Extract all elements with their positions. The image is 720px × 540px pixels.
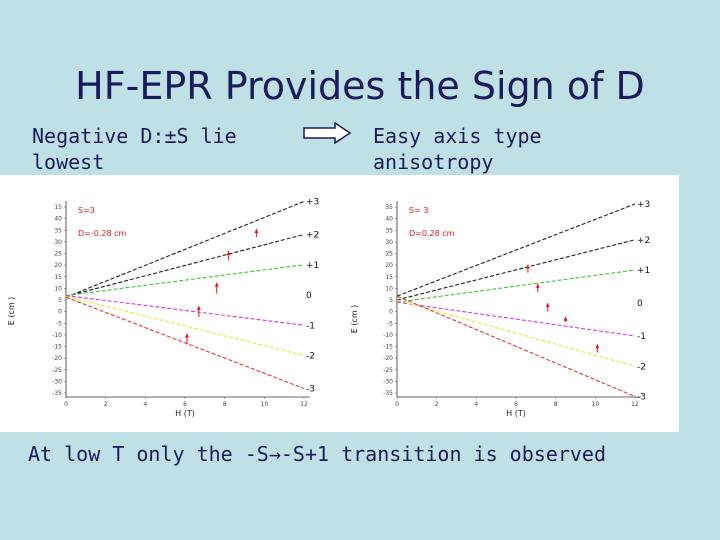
level-line-minus3 xyxy=(397,296,635,396)
x-tick-label: 10 xyxy=(260,401,269,408)
transition-arrowhead xyxy=(526,265,530,269)
energy-level-plot-positive-d xyxy=(345,175,679,432)
transition-arrowhead xyxy=(254,229,258,233)
x-tick-label: 2 xyxy=(103,401,108,408)
x-tick-label: 0 xyxy=(395,401,399,408)
level-label: +3 xyxy=(637,200,651,210)
level-label: +2 xyxy=(637,235,651,246)
y-tick-label: 5 xyxy=(58,297,62,304)
x-tick-label: 12 xyxy=(300,401,308,408)
low-temperature-caption xyxy=(28,442,708,466)
level-line-plus3 xyxy=(397,204,635,296)
zfs-annotation: D=0.28 cm xyxy=(409,229,455,238)
zfs-annotation: D=-0.28 cm xyxy=(78,229,127,238)
y-tick-label: 25 xyxy=(54,250,62,258)
level-label: +1 xyxy=(306,260,320,271)
y-tick-label: -10 xyxy=(52,331,62,339)
y-tick-label: 30 xyxy=(385,238,393,246)
y-tick-label: 35 xyxy=(385,204,393,211)
y-tick-label: -25 xyxy=(383,366,393,374)
y-tick-label: -20 xyxy=(52,355,62,363)
caption-prefix: At low T only the -S xyxy=(28,442,269,466)
easy-axis-text: Easy axis type anisotropy xyxy=(373,124,542,174)
level-label: -2 xyxy=(306,351,315,362)
y-tick-label: 15 xyxy=(385,273,393,281)
x-tick-label: 8 xyxy=(553,401,558,408)
transition-arrowhead xyxy=(185,334,189,338)
level-line-plus3 xyxy=(66,202,304,298)
level-line-minus1 xyxy=(397,302,635,336)
y-tick-label: 40 xyxy=(54,215,62,223)
x-axis-label: H (T) xyxy=(506,409,526,418)
transition-arrowhead xyxy=(595,344,599,348)
level-line-minus2 xyxy=(397,300,635,366)
x-tick-label: 8 xyxy=(222,401,227,408)
y-tick-label: -35 xyxy=(383,390,393,397)
transition-arrowhead xyxy=(215,283,219,287)
y-tick-label: -10 xyxy=(383,331,393,339)
transition-arrowhead xyxy=(227,251,231,255)
y-tick-label: 30 xyxy=(54,238,62,246)
level-label: +3 xyxy=(306,197,320,208)
y-tick-label: -5 xyxy=(56,320,62,328)
y-tick-label: 20 xyxy=(385,262,393,270)
x-tick-label: 6 xyxy=(514,401,518,408)
level-label: -1 xyxy=(637,332,646,342)
level-label: 0 xyxy=(306,291,312,301)
level-label: -2 xyxy=(637,362,646,373)
level-label: +2 xyxy=(306,230,320,241)
y-tick-label: 10 xyxy=(385,285,393,293)
y-tick-label: -35 xyxy=(52,390,62,397)
level-line-plus1 xyxy=(397,270,635,302)
x-axis-label: H (T) xyxy=(175,409,195,418)
y-tick-label: 20 xyxy=(54,262,62,270)
x-tick-label: 2 xyxy=(434,401,439,408)
caption-suffix: -S+1 transition is observed xyxy=(280,442,606,466)
x-tick-label: 0 xyxy=(64,401,68,408)
y-tick-label: 0 xyxy=(389,308,393,316)
level-label: -3 xyxy=(306,384,315,395)
spin-annotation: S= 3 xyxy=(409,206,429,215)
y-tick-label: 0 xyxy=(58,308,62,316)
transition-arrowhead xyxy=(564,317,568,321)
transition-arrowhead xyxy=(197,306,201,310)
y-axis-label: E (cm ) xyxy=(7,296,16,326)
y-tick-label: 10 xyxy=(54,285,62,293)
level-line-plus1 xyxy=(66,265,304,296)
level-label: -3 xyxy=(637,392,646,403)
level-line-minus3 xyxy=(66,297,304,388)
transition-arrowhead xyxy=(536,284,540,288)
energy-level-plot-negative-d xyxy=(0,175,345,432)
x-tick-label: 10 xyxy=(591,401,600,408)
x-tick-label: 12 xyxy=(631,401,639,408)
x-tick-label: 6 xyxy=(183,401,187,408)
level-line-plus2 xyxy=(397,240,635,300)
right-arrow-icon xyxy=(303,122,353,144)
y-tick-label: 5 xyxy=(389,297,393,304)
y-tick-label: 15 xyxy=(54,273,62,281)
slide-title: HF-EPR Provides the Sign of D xyxy=(75,64,645,108)
transition-arrowhead xyxy=(546,303,550,307)
y-tick-label: 25 xyxy=(385,250,393,258)
level-label: 0 xyxy=(637,299,643,309)
y-tick-label: -20 xyxy=(383,355,393,363)
y-axis-label: E (cm ) xyxy=(350,304,359,334)
spin-annotation: S=3 xyxy=(78,206,95,215)
level-label: -1 xyxy=(306,321,315,332)
y-tick-label: -30 xyxy=(383,378,393,386)
y-tick-label: -15 xyxy=(52,343,62,351)
y-tick-label: 35 xyxy=(54,227,62,235)
y-tick-label: -15 xyxy=(383,343,393,351)
x-tick-label: 4 xyxy=(143,401,148,408)
y-tick-label: 15 xyxy=(54,204,62,211)
level-line-plus2 xyxy=(66,235,304,297)
x-tick-label: 4 xyxy=(474,401,479,408)
y-tick-label: 40 xyxy=(385,215,393,223)
y-tick-label: 35 xyxy=(385,227,393,235)
negative-d-text: Negative D:±S lie lowest xyxy=(32,124,237,174)
y-tick-label: -30 xyxy=(52,378,62,386)
y-tick-label: -25 xyxy=(52,366,62,374)
transition-arrow-icon: → xyxy=(268,442,281,466)
level-line-minus2 xyxy=(66,296,304,355)
level-label: +1 xyxy=(637,266,651,276)
y-tick-label: -5 xyxy=(387,320,393,328)
